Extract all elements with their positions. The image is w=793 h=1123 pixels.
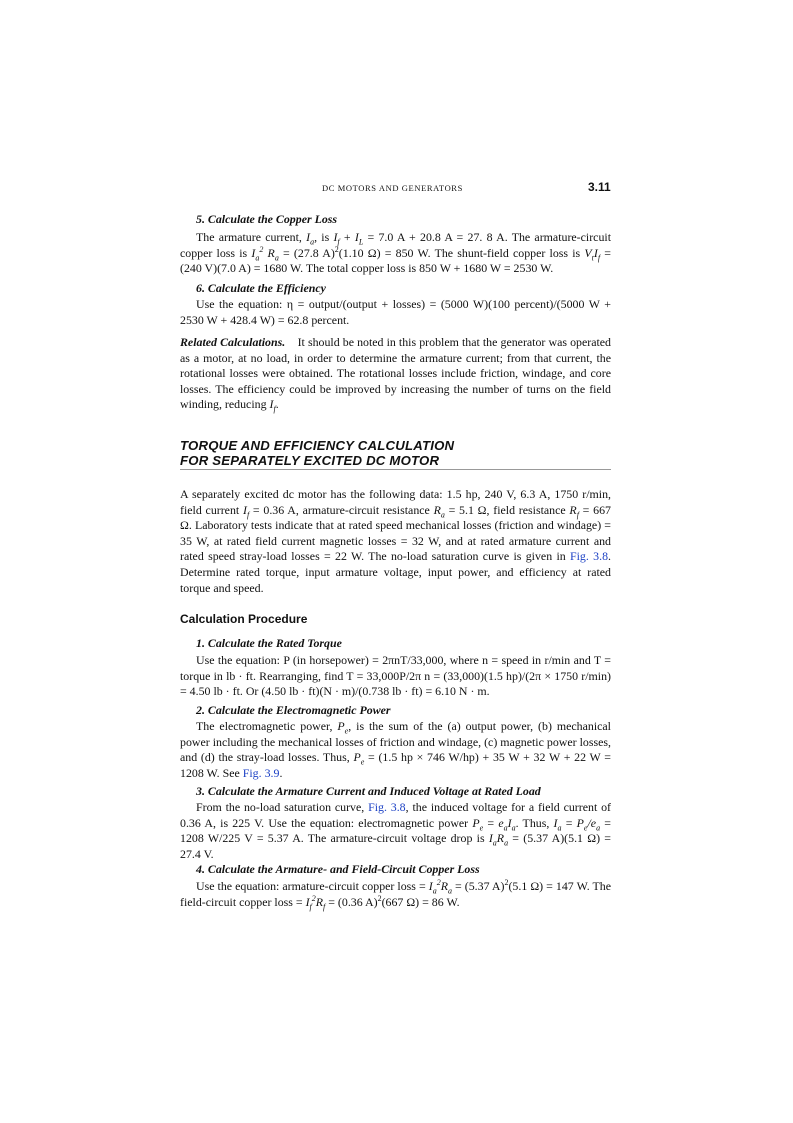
procedure-heading: Calculation Procedure [180,612,308,626]
step-2-paragraph: The electromagnetic power, $P_e$, is the sum of the (a) output power, (b) mechanical power including the mechanical losses of friction and windage, (c) magnetic power losses, and (d) the stray-load losses. Thus, $P_e = (1.5$ hp × 746 W/hp) + 35 W + 32 W + 22 W = 1208 W. See Fig. 3.9. [180,719,611,780]
step-4-paragraph: Use the equation: armature-circuit copper loss = $I_a^2R_a = (5.37$ A)$^2$(5.1 Ω) = 147 W. The field-circuit copper loss = $I_f^2R_f = (0.36$ A)$^2$(667 Ω) = 86 W. [180,878,611,911]
fig-3-9-link[interactable]: Fig. 3.9 [242,765,280,780]
section-rule [180,469,611,470]
running-head [0,180,793,196]
fig-3-8-link-2[interactable]: Fig. 3.8 [368,800,406,814]
step-1-paragraph: Use the equation: P (in horsepower) = 2πnT/33,000, where n = speed in r/min and T = torque in lb · ft. Rearranging, find T = 33,000P/2π n = (33,000)(1.5 hp)/(2π × 1750 r/min) = 4.50 lb · ft. Or (4.50 lb · ft)(N · m)/(0.738 lb · ft) = 6.10 N · m. [180,653,611,699]
step-3-paragraph: From the no-load saturation curve, Fig. 3.8, the induced voltage for a field current of 0.36 A, is 225 V. Use the equation: electromagnetic power $P_e = e_aI_a$. Thus, $I_a = P_e/e_a = 1208$ W/225 V = 5.37 A. The armature-circuit voltage drop is $I_aR_a = (5.37$ A)(5.1 Ω) = 27.4 V. [180,800,612,861]
running-title: DC MOTORS AND GENERATORS [322,183,463,193]
step-3-heading: 3. Calculate the Armature Current and Induced Voltage at Rated Load [196,784,541,798]
step-6-heading: 6. Calculate the Efficiency [196,281,326,295]
step-1-heading: 1. Calculate the Rated Torque [196,636,342,650]
section-title: TORQUE AND EFFICIENCY CALCULATION FOR SEPARATELY EXCITED DC MOTOR [180,438,455,468]
related-label: Related Calculations. [180,335,286,349]
problem-statement: A separately excited dc motor has the following data: 1.5 hp, 240 V, 6.3 A, 1750 r/min, field current $I_f = 0.36$ A, armature-circuit resistance $R_a = 5.1$ Ω, field resistance $R_f = 667$ Ω. Laboratory tests indicate that at rated speed mechanical losses (friction and windage) = 35 W, at rated field current magnetic losses = 32 W, and at rated armature current and rated speed stray-load losses = 22 W. The no-load saturation curve is given in Fig. 3.8. Determine rated torque, input armature voltage, input power, and efficiency at rated torque and speed. [180,487,612,595]
related-calculations: Related Calculations. It should be noted in this problem that the generator was operated as a motor, at no load, in order to determine the armature current; from that current, the rotational losses were obtained. The rotational losses include friction, windage, and core losses. The efficiency could be improved by increasing the number of turns on the field winding, reducing $I_f$. [180,335,612,414]
step-4-heading: 4. Calculate the Armature- and Field-Circuit Copper Loss [196,862,480,876]
step-6-paragraph: Use the equation: η = output/(output + losses) = (5000 W)(100 percent)/(5000 W + 2530 W + 428.4 W) = 62.8 percent. [180,297,611,327]
fig-3-8-link[interactable]: Fig. 3.8 [570,549,609,564]
page-number: 3.11 [588,180,611,194]
step-5-paragraph: The armature current, $I_a$, is $I_f + I_L = 7.0$ A + 20.8 A = 27. 8 A. The armature-circuit copper loss is $I_a^2$ $R_a = (27.8$ A)$^2$(1.10 Ω) = 850 W. The shunt-field copper loss is $V_tI_f = (240$ V)(7.0 A) = 1680 W. The total copper loss is 850 W + 1680 W = 2530 W. [180,230,612,276]
step-2-heading: 2. Calculate the Electromagnetic Power [196,703,391,717]
step-5-heading: 5. Calculate the Copper Loss [196,212,338,226]
